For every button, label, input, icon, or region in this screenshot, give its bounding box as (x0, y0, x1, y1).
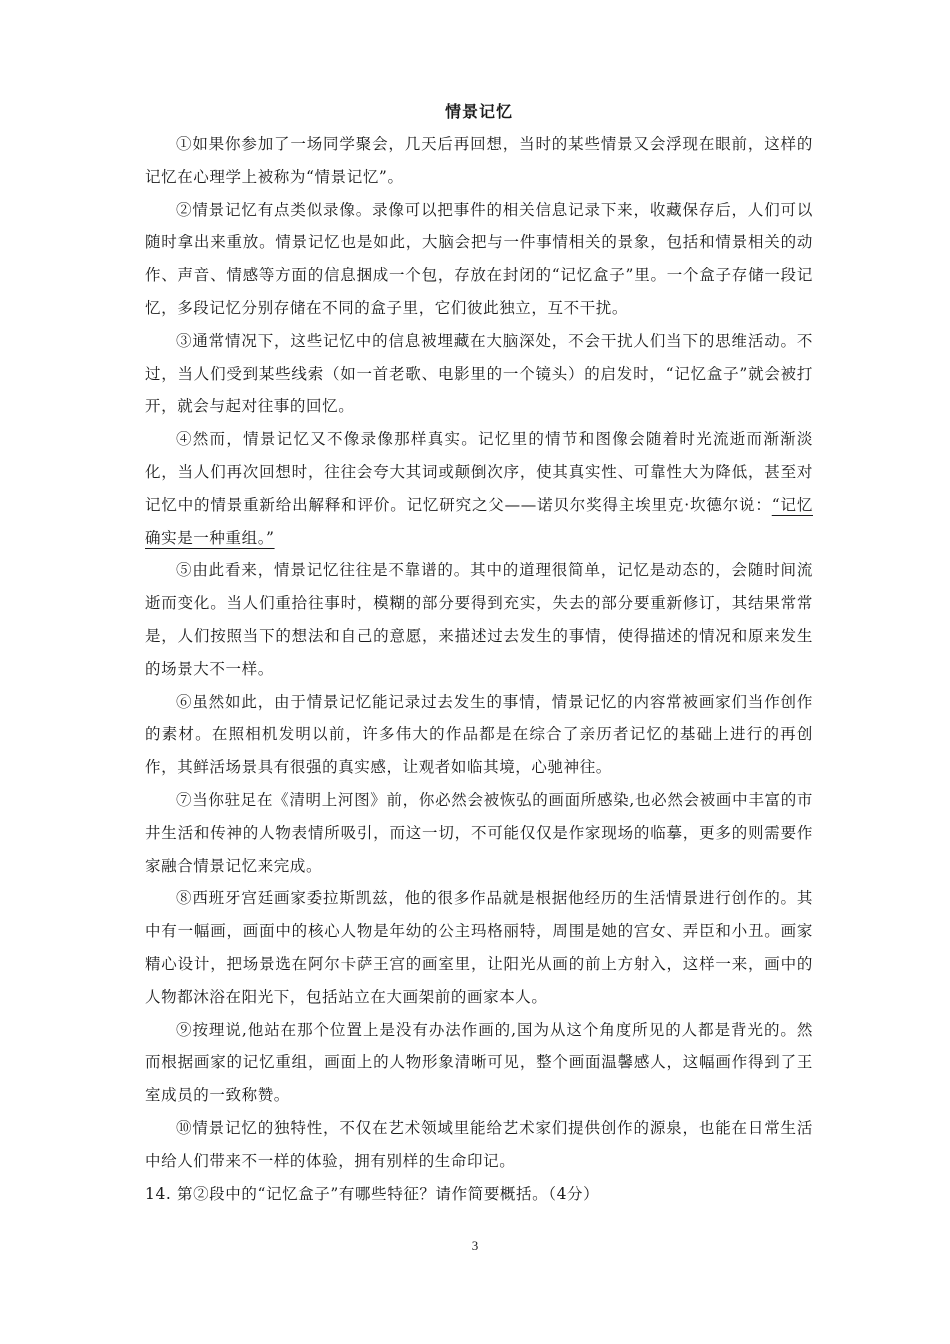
paragraph-2: ②情景记忆有点类似录像。录像可以把事件的相关信息记录下来，收藏保存后，人们可以随时拿出来重放。情景记忆也是如此，大脑会把与一件事情相关的景象，包括和情景相关的动作、声音、情感等方面的信息捆成一个包，存放在封闭的“记忆盒子”里。一个盒子存储一段记忆，多段记忆分别存储在不同的盒子里，它们彼此独立，互不干扰。 (145, 200, 813, 317)
paragraph-7: ⑦当你驻足在《清明上河图》前，你必然会被恢弘的画面所感染,也必然会被画中丰富的市井生活和传神的人物表情所吸引，而这一切，不可能仅仅是作家现场的临摹，更多的则需要作家融合情景记忆来完成。 (145, 790, 813, 875)
paragraph-5: ⑤由此看来，情景记忆往往是不靠谱的。其中的道理很简单，记忆是动态的，会随时间流逝而变化。当人们重拾往事时，模糊的部分要得到充实，失去的部分要重新修订，其结果常常是，人们按照当下的想法和自己的意愿，来描述过去发生的事情，使得描述的情况和原来发生的场景大不一样。 (145, 561, 813, 678)
underlined-quote: “记忆确实是一种重组。” (145, 495, 813, 547)
paragraph-4-text: ④然而，情景记忆又不像录像那样真实。记忆里的情节和图像会随着时光流逝而渐渐淡化，当人们再次回想时，往往会夸大其词或颠倒次序，使其真实性、可靠性大为降低，甚至对记忆中的情景重新给出解释和评价。记忆研究之父——诺贝尔奖得主埃里克·坎德尔说： (145, 430, 813, 514)
question-14: 14. 第②段中的“记忆盒子”有哪些特征？请作简要概括。（4分） (145, 1184, 600, 1203)
paragraph-3: ③通常情况下，这些记忆中的信息被埋藏在大脑深处，不会干扰人们当下的思维活动。不过，当人们受到某些线索（如一首老歌、电影里的一个镜头）的启发时，“记忆盒子”就会被打开，就会与起对往事的回忆。 (145, 331, 813, 416)
paragraph-9: ⑨按理说,他站在那个位置上是没有办法作画的,国为从这个角度所见的人都是背光的。然而根据画家的记忆重组，画面上的人物形象清晰可见，整个画面温馨感人，这幅画作得到了王室成员的一致称赞。 (145, 1020, 813, 1105)
paragraph-1: ①如果你参加了一场同学聚会，几天后再回想，当时的某些情景又会浮现在眼前，这样的记忆在心理学上被称为“情景记忆”。 (145, 135, 813, 186)
article-title: 情景记忆 (444, 102, 513, 121)
paragraph-8: ⑧西班牙宫廷画家委拉斯凯兹，他的很多作品就是根据他经历的生活情景进行创作的。其中有一幅画，画面中的核心人物是年幼的公主玛格丽特，周围是她的宫女、弄臣和小丑。画家精心设计，把场景选在阿尔卡萨王宫的画室里，让阳光从画的前上方射入，这样一来，画中的人物都沐浴在阳光下，包括站立在大画架前的画家本人。 (145, 889, 813, 1006)
article (145, 96, 813, 1210)
paragraph-6: ⑥虽然如此，由于情景记忆能记录过去发生的事情，情景记忆的内容常被画家们当作创作的素材。在照相机发明以前，许多伟大的作品都是在综合了亲历者记忆的基础上进行的再创作，其鲜活场景具有很强的真实感，让观者如临其境，心驰神往。 (145, 692, 813, 777)
paragraph-10: ⑩情景记忆的独特性，不仅在艺术领域里能给艺术家们提供创作的源泉，也能在日常生活中给人们带来不一样的体验，拥有别样的生命印记。 (145, 1118, 813, 1170)
paragraph-4 (145, 423, 813, 554)
page-number: 3 (471, 1238, 479, 1253)
